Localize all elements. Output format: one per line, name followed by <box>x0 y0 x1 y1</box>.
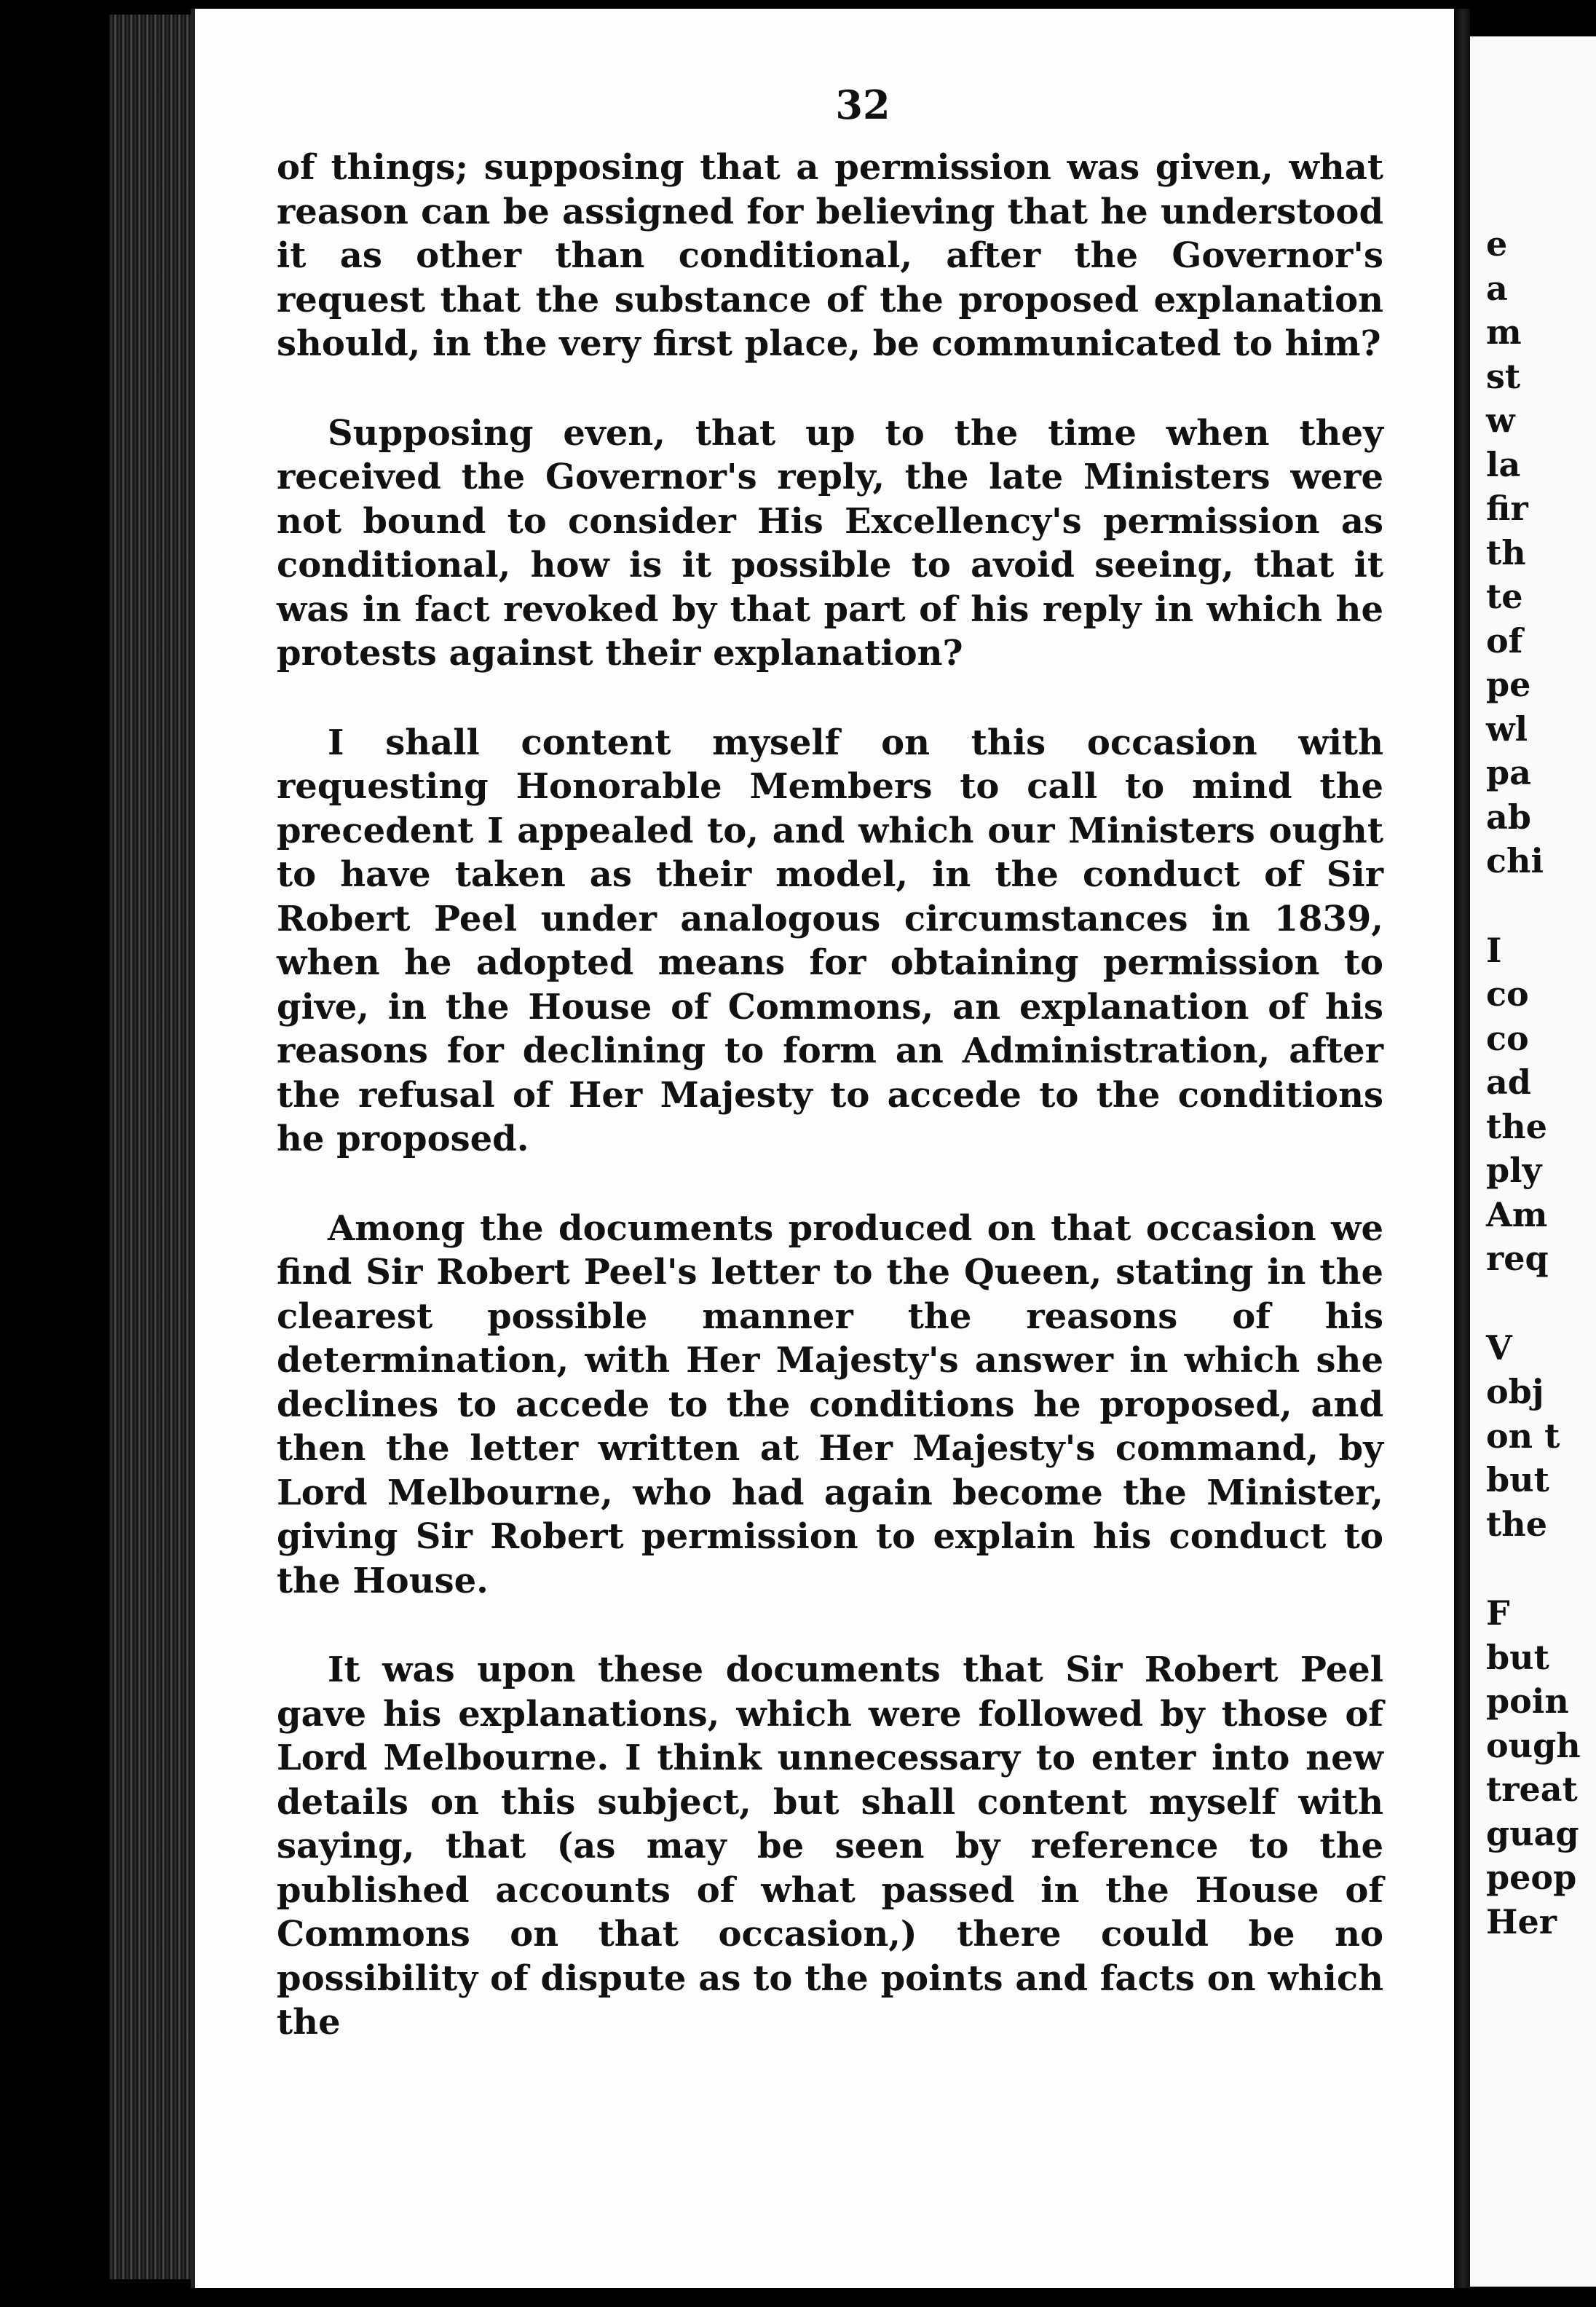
facing-page-fragment: e <box>1486 224 1508 264</box>
facing-page-fragment: F <box>1486 1593 1510 1633</box>
facing-page-fragment: but <box>1486 1637 1549 1677</box>
facing-page-fragment: the <box>1486 1106 1547 1146</box>
paragraph-2: Supposing even, that up to the time when they received the Governor's reply, the late Ministers were not bound to consider His Excellency's permission as conditional, how is it possible to avoid seeing, that it was in fact revoked by that part of his reply in which he protests against their explanation? <box>277 412 1383 674</box>
facing-page-fragment: a <box>1486 268 1508 308</box>
paragraph-3: I shall content myself on this occasion with requesting Honorable Members to call to mind the precedent I appealed to, and which our Ministers ought to have taken as their model, in the conduct of Sir Robert Peel under analogous circumstances in 1839, when he adopted means for obtaining permission to give, in the House of Commons, an explanation of his reasons for declining to form an Administration, after the refusal of Her Majesty to accede to the conditions he proposed. <box>277 722 1383 1159</box>
facing-page-fragment: peop <box>1486 1858 1577 1897</box>
paragraph-4: Among the documents produced on that occasion we find Sir Robert Peel's letter to the Queen, stating in the clearest possible manner the reasons of his determination, with Her Majesty's answer in which she declines to accede to the conditions he proposed, and then the letter written at Her Majesty's command, by Lord Melbourne, who had again become the Minister, giving Sir Robert permission to explain his conduct to the House. <box>277 1207 1383 1601</box>
facing-page-fragment: Am <box>1486 1194 1548 1234</box>
facing-page-paragraph-gap <box>1486 1546 1581 1591</box>
facing-page-fragment: of <box>1486 620 1523 660</box>
book-gutter <box>1454 9 1470 2288</box>
facing-page-fragment: wl <box>1486 709 1528 749</box>
facing-page-text-fragments <box>1486 222 1581 1944</box>
facing-page-fragment: ad <box>1486 1062 1531 1102</box>
facing-page-fragment: co <box>1486 1018 1529 1058</box>
facing-page-fragment: on t <box>1486 1416 1560 1456</box>
facing-page-fragment: fir <box>1486 489 1528 528</box>
page-body-text <box>277 146 1383 2090</box>
facing-page-fragment: V <box>1486 1328 1512 1368</box>
facing-page-edge <box>1470 36 1596 2287</box>
facing-page-paragraph-gap <box>1486 1281 1581 1326</box>
facing-page-fragment: ough <box>1486 1725 1581 1765</box>
facing-page-fragment: ab <box>1486 797 1531 837</box>
facing-page-fragment: obj <box>1486 1372 1544 1411</box>
paragraph-1: of things; supposing that a permission was given, what reason can be assigned for believing that he understood it as other than conditional, after the Governor's request that the substance of the proposed explanation should, in the very first place, be communicated to him? <box>277 147 1383 364</box>
facing-page-fragment: guag <box>1486 1813 1579 1853</box>
paragraph-5: It was upon these documents that Sir Robert Peel gave his explanations, which were followed by those of Lord Melbourne. I think unnecessary to enter into new details on this subject, but shall content myself with saying, that (as may be seen by reference to the published accounts of what passed in the House of Commons on that occasion,) there could be no possibility of dispute as to the points and facts on which the <box>277 1649 1383 2043</box>
facing-page-fragment: te <box>1486 577 1523 616</box>
facing-page-paragraph-gap <box>1486 883 1581 928</box>
facing-page-fragment: req <box>1486 1239 1549 1278</box>
book-binding-edge <box>109 15 197 2279</box>
facing-page-fragment: Her <box>1486 1901 1557 1941</box>
facing-page-fragment: treat <box>1486 1770 1578 1809</box>
facing-page-fragment: w <box>1486 401 1515 440</box>
facing-page-fragment: ply <box>1486 1151 1542 1190</box>
facing-page-fragment: poin <box>1486 1681 1569 1721</box>
facing-page-fragment: la <box>1486 444 1521 484</box>
page-number: 32 <box>835 82 890 128</box>
facing-page-fragment: the <box>1486 1504 1547 1544</box>
facing-page-fragment: pe <box>1486 665 1531 704</box>
facing-page-fragment: I <box>1486 930 1502 970</box>
facing-page-fragment: co <box>1486 974 1529 1014</box>
facing-page-fragment: m <box>1486 312 1522 352</box>
facing-page-fragment: but <box>1486 1460 1549 1499</box>
facing-page-fragment: th <box>1486 532 1526 572</box>
facing-page-fragment: st <box>1486 356 1521 396</box>
facing-page-fragment: chi <box>1486 841 1544 880</box>
facing-page-fragment: pa <box>1486 753 1531 792</box>
